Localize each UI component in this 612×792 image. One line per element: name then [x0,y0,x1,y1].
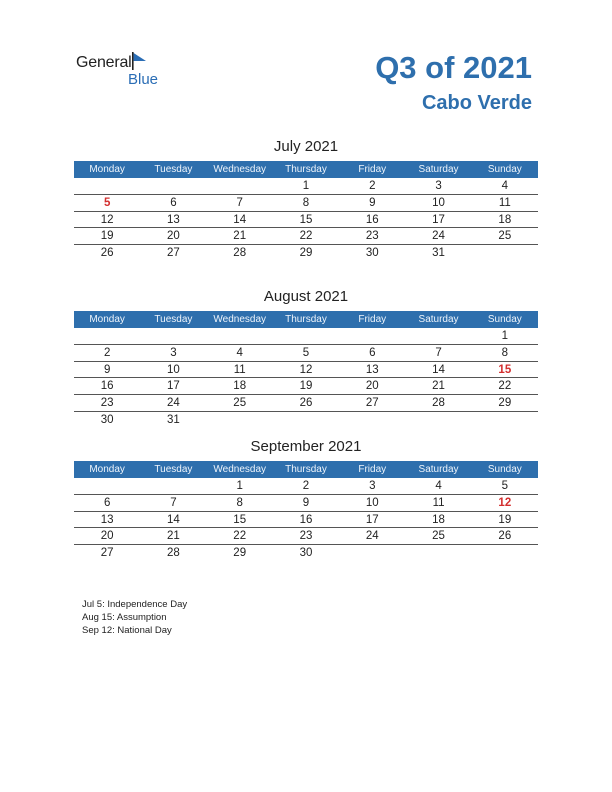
weekday-label: Wednesday [213,314,267,325]
day-cell: 30 [100,413,114,426]
day-cell: 18 [432,513,445,526]
day-cell [74,328,140,344]
day-cell: 23 [100,397,114,410]
day-cell: 14 [167,513,180,526]
day-cell: 3 [435,180,442,192]
month-calendar-september [74,436,538,562]
day-cell: 30 [365,247,379,260]
day-cell: 20 [167,230,180,243]
weekday-label: Tuesday [154,314,193,325]
week-row [74,245,538,262]
week-row [74,495,538,512]
day-cell [207,328,273,344]
weekday-label: Saturday [418,464,459,475]
day-cell: 17 [167,380,180,393]
day-cell: 30 [299,547,313,560]
day-cell: 10 [432,196,445,209]
day-cell: 2 [103,346,111,359]
day-cell: 20 [365,380,379,393]
day-cell: 17 [365,513,379,526]
day-cell: 26 [498,530,512,543]
day-cell: 26 [100,247,114,260]
week-row [74,528,538,545]
day-cell: 14 [233,213,247,226]
day-cell: 13 [167,213,180,226]
day-cell: 23 [365,230,379,243]
week-row [74,512,538,529]
day-cell [339,328,405,344]
day-cell: 6 [369,346,376,359]
country-subtitle: Cabo Verde [421,92,532,114]
weekday-label: Thursday [285,464,327,475]
day-cell: 5 [302,346,310,359]
day-cell [472,412,538,429]
day-cell: 27 [167,247,180,260]
day-cell: 9 [302,496,310,509]
weekday-label: Thursday [285,314,327,325]
weekday-label: Thursday [285,164,327,175]
day-cell [339,545,405,562]
day-cell [74,478,140,494]
day-cell [273,328,339,344]
day-cell: 11 [432,496,445,509]
weekday-label: Wednesday [213,164,267,175]
week-row [74,328,538,345]
day-cell: 21 [432,380,445,393]
holiday-note: Aug 15: Assumption [82,612,167,623]
day-cell: 24 [167,397,180,410]
weekday-label: Sunday [487,464,522,475]
general-blue-logo [76,52,176,88]
day-cell: 18 [233,380,247,393]
day-cell: 25 [498,230,512,243]
day-cell [207,178,273,194]
day-cell: 8 [501,346,509,359]
month-calendar-august [74,286,538,429]
day-cell: 15 [299,213,313,226]
day-cell: 13 [365,363,379,376]
week-row [74,178,538,195]
day-cell: 16 [299,513,313,526]
day-cell: 12 [100,213,114,226]
weekday-header [74,161,538,178]
month-title: September 2021 [250,438,362,455]
day-cell: 22 [299,230,313,243]
month-title: August 2021 [263,288,349,305]
day-cell: 2 [369,180,376,192]
day-cell: 1 [501,330,509,342]
day-cell: 21 [167,530,180,543]
day-cell: 20 [100,530,114,543]
day-cell: 17 [432,213,445,226]
day-cell: 1 [236,480,243,492]
day-cell: 25 [233,397,247,410]
day-cell [74,178,140,194]
weekday-label: Tuesday [154,464,193,475]
day-cell: 19 [498,513,512,526]
day-cell: 8 [302,196,310,209]
week-row [74,212,538,229]
day-cell: 6 [170,196,177,209]
day-cell: 11 [498,196,511,209]
holiday-day-cell: 12 [498,496,512,509]
day-cell [472,245,538,262]
day-cell: 27 [100,547,114,560]
day-cell: 7 [170,496,177,509]
day-cell: 24 [365,530,379,543]
day-cell: 31 [167,413,180,426]
day-cell: 10 [167,363,180,376]
day-cell: 22 [233,530,247,543]
weekday-label: Monday [89,314,125,325]
day-cell: 19 [100,230,114,243]
day-cell: 29 [498,397,512,410]
week-row [74,478,538,495]
week-row [74,345,538,362]
day-cell [405,328,471,344]
day-cell: 1 [302,180,310,192]
day-cell: 23 [299,530,313,543]
day-cell: 27 [365,397,379,410]
day-cell: 18 [498,213,512,226]
weekday-label: Tuesday [154,164,193,175]
day-cell: 2 [302,480,310,492]
day-cell: 9 [369,196,376,209]
weekday-label: Sunday [487,314,522,325]
day-cell: 5 [501,480,509,492]
day-cell: 29 [233,547,247,560]
flag-icon [132,52,147,70]
week-row [74,228,538,245]
weekday-label: Friday [358,314,387,325]
day-cell [472,545,538,562]
holiday-day-cell: 5 [103,196,111,209]
day-cell: 28 [432,397,445,410]
day-cell: 28 [233,247,247,260]
weekday-label: Friday [358,464,387,475]
weekday-label: Monday [89,464,125,475]
weekday-header [74,461,538,478]
day-cell: 26 [299,397,313,410]
day-cell: 24 [432,230,445,243]
holiday-day-cell: 15 [498,363,512,376]
weekday-label: Friday [358,164,387,175]
day-cell: 31 [432,247,445,260]
day-cell: 4 [501,180,509,192]
day-cell [140,328,206,344]
day-cell: 22 [498,380,512,393]
day-cell: 19 [299,380,313,393]
holiday-note: Jul 5: Independence Day [82,599,188,610]
page-title: Q3 of 2021 [375,50,532,85]
holiday-notes [82,598,187,637]
week-row [74,195,538,212]
day-cell: 6 [103,496,111,509]
weekday-label: Saturday [418,314,459,325]
logo-blue-text: Blue [128,71,159,88]
day-cell: 28 [167,547,180,560]
day-cell: 29 [299,247,313,260]
day-cell: 16 [100,380,114,393]
day-cell: 21 [233,230,247,243]
day-cell: 4 [236,346,243,359]
day-cell [140,478,206,494]
week-row [74,395,538,412]
week-row [74,545,538,562]
day-cell: 8 [236,496,243,509]
day-cell: 11 [233,363,246,376]
weekday-label: Monday [89,164,125,175]
day-cell: 13 [100,513,114,526]
weekday-label: Sunday [487,164,522,175]
day-cell: 7 [236,196,243,209]
day-cell [339,412,405,429]
day-cell: 7 [435,346,442,359]
month-calendar-july [74,136,538,262]
day-cell: 12 [299,363,313,376]
day-cell: 10 [365,496,379,509]
day-cell [405,412,471,429]
logo-general-text: General [76,54,132,71]
day-cell [140,178,206,194]
holiday-note: Sep 12: National Day [82,625,172,636]
day-cell: 3 [369,480,376,492]
day-cell [405,545,471,562]
day-cell: 25 [432,530,445,543]
day-cell: 9 [103,363,111,376]
day-cell [207,412,273,429]
weekday-label: Saturday [418,164,459,175]
weekday-label: Wednesday [213,464,267,475]
week-row [74,362,538,379]
day-cell: 15 [233,513,247,526]
day-cell: 14 [432,363,445,376]
day-cell: 4 [435,480,442,492]
day-cell [273,412,339,429]
weekday-header [74,311,538,328]
day-cell: 3 [170,346,177,359]
month-title: July 2021 [273,138,339,155]
day-cell: 16 [365,213,379,226]
week-row [74,378,538,395]
week-row [74,412,538,429]
